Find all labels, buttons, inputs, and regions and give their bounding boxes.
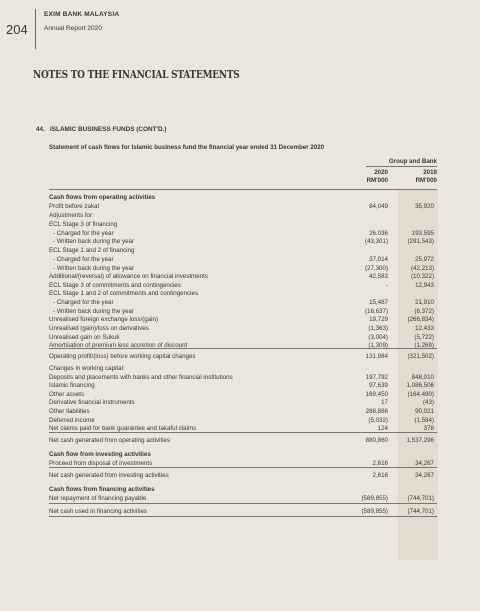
table-row: [49, 507, 437, 516]
notes-title: NOTES TO THE FINANCIAL STATEMENTS: [33, 67, 240, 81]
value-2019: 12,433: [415, 325, 434, 332]
row-label: Profit before zakat: [49, 203, 100, 210]
value-2020: (43,301): [364, 238, 388, 245]
row-label: Derivative financial instruments: [49, 399, 135, 406]
row-label: Cash flows from financing activities: [49, 486, 155, 493]
row-label: Unrealised foreign exchange loss/(gain): [49, 316, 159, 323]
row-label: - Written back during the year: [53, 308, 135, 315]
row-label: ECL Stage 1 and 2 of financing: [49, 247, 135, 254]
report-title: Annual Report 2020: [44, 25, 102, 32]
value-2019: (43): [422, 399, 434, 406]
value-2019: 378: [423, 425, 434, 432]
value-2020: (589,855): [361, 495, 388, 502]
table-row: [49, 272, 437, 281]
table-row: [49, 193, 437, 202]
value-2020: 19,729: [369, 316, 388, 323]
row-label: Adjustments for:: [49, 212, 94, 219]
row-label: Net repayment of financing payable: [49, 495, 147, 502]
table-row: [49, 436, 437, 445]
value-2019: 34,267: [415, 460, 434, 467]
row-label: Net cash generated from operating activities: [49, 437, 171, 444]
row-label: Net claims paid for bank guarantee and takaful claims: [49, 425, 197, 432]
row-label: - Charged for the year: [53, 299, 114, 306]
table-row: [49, 246, 437, 255]
value-2019: 1,537,296: [406, 437, 434, 444]
value-2020: 2,616: [372, 472, 388, 479]
value-2020: 15,487: [369, 299, 388, 306]
value-2020: 197,792: [365, 374, 388, 381]
table-row: [49, 324, 437, 333]
value-2020: 37,014: [369, 256, 388, 263]
subtotal-rule: [49, 467, 437, 468]
value-2019: 25,972: [415, 256, 434, 263]
value-2020: 124: [377, 425, 388, 432]
header-divider: [35, 9, 36, 49]
value-2020: 169,450: [365, 391, 388, 398]
row-label: Other assets: [49, 391, 85, 398]
row-label: - Written back during the year: [53, 238, 135, 245]
row-label: Net cash used in financing activities: [49, 508, 148, 515]
table-row: [49, 398, 437, 407]
table-row: [49, 255, 437, 264]
row-label: ECL Stage 3 of financing: [49, 221, 118, 228]
subtotal-rule: [49, 432, 437, 433]
section-heading: [36, 126, 167, 133]
value-2019: (164,490): [407, 391, 434, 398]
row-label: - Charged for the year: [53, 256, 114, 263]
value-2019: 1,086,506: [406, 382, 434, 389]
section-number: 44.: [36, 126, 45, 133]
value-2020: (16,637): [364, 308, 388, 315]
row-label: ECL Stage 1 and 2 of commitments and contingencies: [49, 290, 199, 297]
value-2019: (6,372): [414, 308, 434, 315]
value-2019: (1,584): [414, 417, 434, 424]
column-group-underline: [366, 166, 437, 167]
value-2019: (744,701): [407, 508, 434, 515]
column-year-2020: 2020: [374, 169, 388, 176]
row-label: Unrealised gain on Sukuk: [49, 334, 120, 341]
section-title: ISLAMIC BUSINESS FUNDS (CONT'D.): [50, 126, 167, 133]
value-2019: (266,834): [407, 316, 434, 323]
value-2020: 84,049: [369, 203, 388, 210]
table-row: [49, 298, 437, 307]
value-2019: (291,543): [407, 238, 434, 245]
table-row: [49, 352, 437, 361]
subtotal-rule: [49, 348, 437, 349]
value-2020: 2,616: [372, 460, 388, 467]
value-2020: 97,639: [369, 382, 388, 389]
row-label: - Written back during the year: [53, 265, 135, 272]
row-label: Proceed from disposal of investments: [49, 460, 153, 467]
table-row: [49, 407, 437, 416]
row-label: Cash flow from investing activities: [49, 451, 151, 458]
table-row: [49, 341, 437, 350]
page-number: 204: [6, 22, 28, 37]
table-row: [49, 220, 437, 229]
value-2020: 17: [381, 399, 388, 406]
column-unit-2019: RM'000: [415, 177, 437, 184]
value-2019: (10,322): [410, 273, 434, 280]
column-unit-2020: RM'000: [366, 177, 388, 184]
bank-name: EXIM BANK MALAYSIA: [44, 11, 120, 18]
value-2020: (3,004): [368, 334, 388, 341]
row-label: Changes in working capital:: [49, 365, 125, 372]
value-2019: 35,920: [415, 203, 434, 210]
value-2019: (744,701): [407, 495, 434, 502]
value-2019: 193,595: [411, 230, 434, 237]
table-row: [49, 237, 437, 246]
value-2020: (1,363): [368, 325, 388, 332]
value-2019: 21,910: [415, 299, 434, 306]
row-label: Net cash generated from investing activities: [49, 472, 169, 479]
row-label: Amortisation of premium less accretion of discount: [49, 342, 188, 349]
row-label: ECL Stage 3 of commitments and contingencies: [49, 282, 181, 289]
column-year-2019: 2019: [423, 169, 437, 176]
table-row: [49, 315, 437, 324]
value-2019: 12,943: [415, 282, 434, 289]
row-label: Additional/(reversal) of allowance on financial investments: [49, 273, 208, 280]
row-label: Deferred income: [49, 417, 95, 424]
value-2020: -: [385, 282, 388, 289]
row-label: Operating profit/(loss) before working capital changes: [49, 353, 196, 360]
header-rule: [49, 189, 437, 190]
table-row: [49, 485, 437, 494]
row-label: Unrealised (gain)/loss on derivatives: [49, 325, 149, 332]
row-label: Deposits and placements with banks and other financial institutions: [49, 374, 233, 381]
row-label: Cash flows from operating activities: [49, 194, 156, 201]
value-2019: 90,021: [415, 408, 434, 415]
row-label: - Charged for the year: [53, 230, 114, 237]
value-2019: (321,502): [407, 353, 434, 360]
value-2019: (42,213): [410, 265, 434, 272]
column-group-header: Group and Bank: [388, 158, 437, 165]
value-2019: (5,722): [414, 334, 434, 341]
statement-subtitle: Statement of cash flows for Islamic business fund the financial year ended 31 December 2020: [49, 144, 325, 151]
table-row: [49, 471, 437, 480]
value-2019: 34,267: [415, 472, 434, 479]
table-row: [49, 211, 437, 220]
table-row: [49, 450, 437, 459]
value-2020: 131,984: [365, 353, 388, 360]
value-2019: (1,269): [414, 342, 434, 349]
value-2020: 42,583: [369, 273, 388, 280]
value-2020: 26,036: [369, 230, 388, 237]
subtotal-rule: [49, 503, 437, 504]
value-2020: 288,886: [365, 408, 388, 415]
row-label: Other liabilities: [49, 408, 90, 415]
value-2020: 880,860: [365, 437, 388, 444]
table-row: [49, 381, 437, 390]
value-2019: 848,010: [411, 374, 434, 381]
table-row: [49, 289, 437, 298]
value-2020: (5,032): [368, 417, 388, 424]
table-row: [49, 364, 437, 373]
value-2020: (1,309): [368, 342, 388, 349]
table-row: [49, 202, 437, 211]
row-label: Islamic financing: [49, 382, 95, 389]
value-2020: (27,300): [364, 265, 388, 272]
value-2020: (589,855): [361, 508, 388, 515]
table-row: [49, 494, 437, 503]
subtotal-rule: [49, 516, 437, 517]
